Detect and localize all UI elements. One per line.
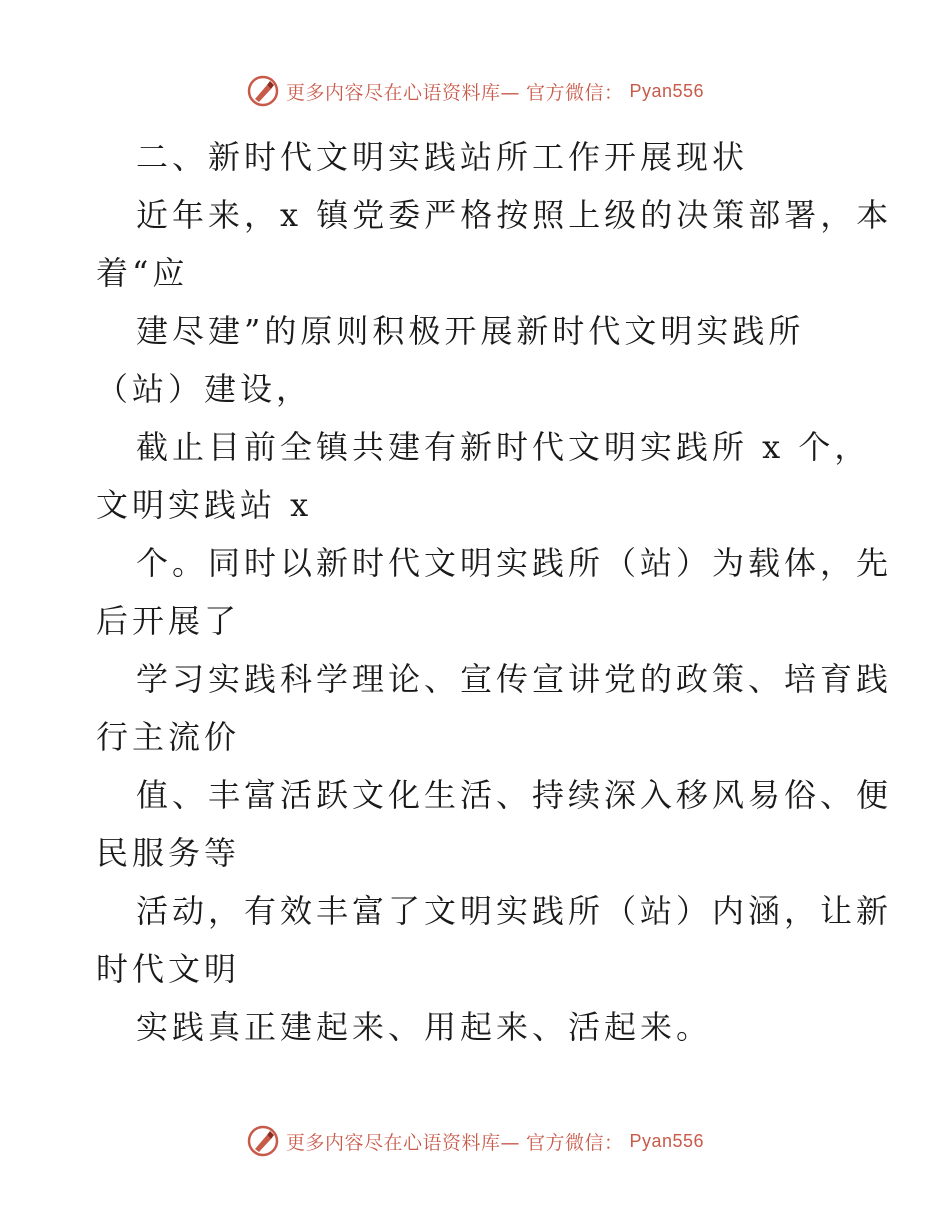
section-heading: 二、新时代文明实践站所工作开展现状	[136, 138, 749, 176]
watermark-text: 更多内容尽在心语资料库—	[285, 81, 520, 104]
paragraph-line: 截止目前全镇共建有新时代文明实践所 x 个，	[136, 428, 871, 466]
paragraph-line: 时代文明	[96, 950, 241, 988]
footer-watermark	[0, 1124, 950, 1158]
watermark-account: Pyan556	[629, 80, 705, 101]
paragraph-line: 后开展了	[96, 602, 241, 640]
pen-logo-icon	[246, 74, 280, 108]
paragraph-line: 值、丰富活跃文化生活、持续深入移风易俗、便	[136, 776, 893, 814]
paragraph-line: 文明实践站 x	[96, 486, 313, 524]
watermark-text: 更多内容尽在心语资料库—	[285, 1131, 520, 1154]
watermark-contact: 官方微信：	[525, 81, 624, 104]
paragraph-line: 近年来，x 镇党委严格按照上级的决策部署，本	[136, 196, 893, 234]
document-body	[96, 128, 893, 1056]
watermark-account: Pyan556	[629, 1130, 705, 1151]
paragraph-line: 建尽建”的原则积极开展新时代文明实践所	[136, 312, 805, 350]
paragraph-line: （站）建设，	[96, 370, 313, 408]
watermark-contact: 官方微信：	[525, 1131, 624, 1154]
paragraph-line: 学习实践科学理论、宣传宣讲党的政策、培育践	[136, 660, 893, 698]
paragraph-line: 行主流价	[96, 718, 241, 756]
pen-logo-icon	[246, 1124, 280, 1158]
paragraph-line: 实践真正建起来、用起来、活起来。	[136, 1008, 713, 1046]
paragraph-line: 活动，有效丰富了文明实践所（站）内涵，让新	[136, 892, 893, 930]
paragraph-line: 民服务等	[96, 834, 241, 872]
header-watermark	[0, 74, 950, 108]
paragraph-line: 着“应	[96, 254, 189, 292]
paragraph-line: 个。同时以新时代文明实践所（站）为载体，先	[136, 544, 893, 582]
